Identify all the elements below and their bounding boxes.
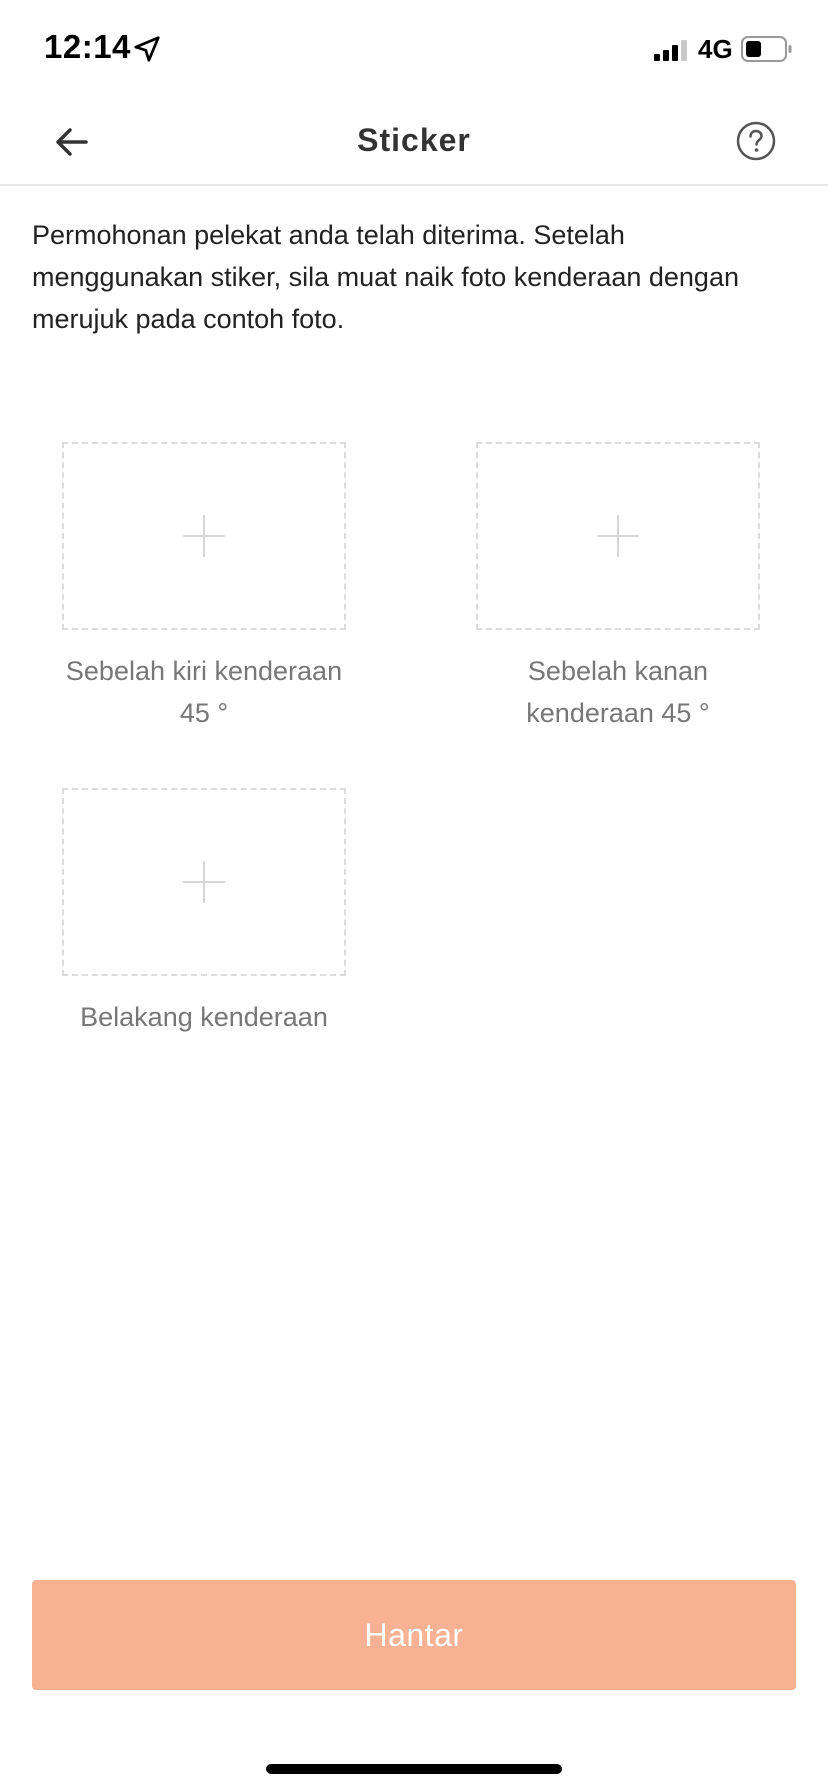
battery-icon (741, 36, 793, 62)
plus-icon (595, 513, 641, 559)
status-time: 12:14 (44, 28, 131, 65)
plus-icon (181, 859, 227, 905)
home-indicator (266, 1764, 562, 1774)
upload-slot-label: Sebelah kanan kenderaan 45 ° (526, 656, 710, 728)
submit-button[interactable]: Hantar (32, 1580, 796, 1690)
upload-photo-rear-button[interactable] (62, 788, 346, 976)
plus-icon (181, 513, 227, 559)
description-text: Permohonan pelekat anda telah diterima. Setelah menggunakan stiker, sila muat naik foto kenderaan dengan merujuk pada contoh foto. (32, 220, 739, 334)
upload-photo-left-button[interactable] (62, 442, 346, 630)
upload-slot-label: Sebelah kiri kenderaan 45 ° (65, 656, 343, 728)
signal-bars-icon (653, 38, 689, 62)
status-bar (0, 0, 828, 100)
nav-bar (0, 100, 828, 186)
location-arrow-icon (132, 34, 162, 64)
upload-slot-rear (54, 788, 354, 1038)
upload-slot-right (468, 442, 768, 734)
page-title: Sticker (357, 122, 471, 158)
upload-slot-label: Belakang kenderaan (80, 1002, 328, 1032)
upload-photo-right-button[interactable] (476, 442, 760, 630)
question-circle-icon[interactable] (735, 120, 777, 162)
upload-slot-left (54, 442, 354, 734)
network-label: 4G (698, 34, 733, 64)
